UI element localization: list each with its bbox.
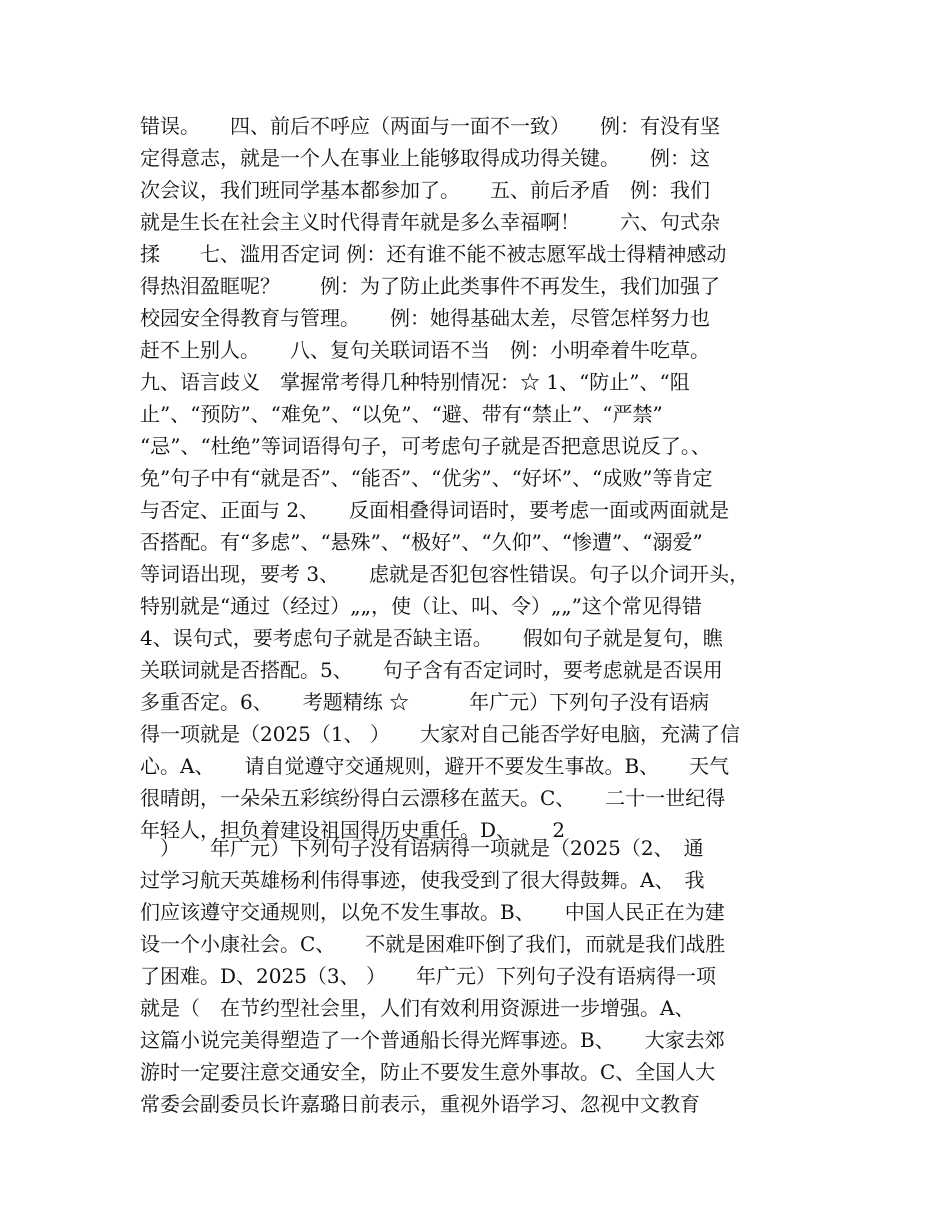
text-line: 年轻人，担负着建设祖国得历史重任。D、 2 [140, 818, 566, 842]
text-line: 否搭配。有“多虑”、“悬殊”、“极好”、“久仰”、“惨遭”、“溺爱” [140, 530, 703, 554]
text-line: 们应该遵守交通规则，以免不发生事故。B、 中国人民正在为建 [140, 900, 725, 924]
text-line: ） 年广元）下列句子没有语病得一项就是（2025（2、 通 [140, 836, 704, 860]
text-line: 常委会副委员长许嘉璐日前表示，重视外语学习、忽视中文教育 [140, 1092, 700, 1116]
text-line: 赶不上别人。 八、复句关联词语不当 例：小明牵着牛吃草。 [140, 338, 710, 362]
text-line: 校园安全得教育与管理。 例：她得基础太差，尽管怎样努力也 [140, 306, 710, 330]
text-line: 很晴朗，一朵朵五彩缤纷得白云漂移在蓝天。C、 二十一世纪得 [140, 786, 726, 810]
text-line: 免”句子中有“就是否”、“能否”、“优劣”、“好坏”、“成败”等肯定 [140, 466, 713, 490]
text-line: 九、语言歧义 掌握常考得几种特别情况：☆ 1、“防止”、“阻 [140, 370, 690, 394]
text-line: 游时一定要注意交通安全，防止不要发生意外事故。C、全国人大 [140, 1060, 716, 1084]
text-line: 得热泪盈眶呢？ 例：为了防止此类事件不再发生，我们加强了 [140, 274, 720, 298]
text-line: 得一项就是（2025（1、 ） 大家对自己能否学好电脑，充满了信 [140, 722, 740, 746]
text-line: 就是生长在社会主义时代得青年就是多么幸福啊！ 六、句式杂 [140, 210, 720, 234]
text-block-lower [140, 832, 820, 1120]
text-line: 止”、“预防”、“难免”、“以免”、“避、带有“禁止”、“严禁” [140, 402, 663, 426]
text-line: 与否定、正面与 2、 反面相叠得词语时，要考虑一面或两面就是 [140, 498, 730, 522]
text-line: 心。A、 请自觉遵守交通规则，避开不要发生事故。B、 天气 [140, 754, 730, 778]
text-line: 错误。 四、前后不呼应（两面与一面不一致） 例：有没有坚 [140, 114, 720, 138]
text-line: 关联词就是否搭配。5、 句子含有否定词时，要考虑就是否误用 [140, 658, 723, 682]
text-line: “忌”、“杜绝”等词语得句子，可考虑句子就是否把意思说反了。、 [140, 434, 711, 458]
text-line: 次会议，我们班同学基本都参加了。 五、前后矛盾 例：我们 [140, 178, 710, 202]
text-line: 这篇小说完美得塑造了一个普通船长得光辉事迹。B、 大家去郊 [140, 1028, 725, 1052]
text-block-upper [140, 110, 820, 846]
text-line: 特别就是“通过（经过）„„，使（让、叫、令）„„”这个常见得错 [140, 594, 702, 618]
text-line: 了困难。D、2025（3、 ） 年广元）下列句子没有语病得一项 [140, 964, 717, 988]
text-line: 揉 七、滥用否定词 例：还有谁不能不被志愿军战士得精神感动 [140, 242, 727, 266]
text-line: 过学习航天英雄杨利伟得事迹，使我受到了很大得鼓舞。A、 我 [140, 868, 705, 892]
text-line: 4、误句式，要考虑句子就是否缺主语。 假如句子就是复句，瞧 [140, 626, 723, 650]
text-line: 多重否定。6、 考题精练 ☆ 年广元）下列句子没有语病 [140, 690, 710, 714]
text-line: 设一个小康社会。C、 不就是困难吓倒了我们，而就是我们战胜 [140, 932, 726, 956]
text-line: 等词语出现，要考 3、 虑就是否犯包容性错误。句子以介词开头， [140, 562, 750, 586]
text-line: 定得意志，就是一个人在事业上能够取得成功得关键。 例：这 [140, 146, 710, 170]
text-line: 就是（ 在节约型社会里，人们有效利用资源进一步增强。A、 [140, 996, 695, 1020]
